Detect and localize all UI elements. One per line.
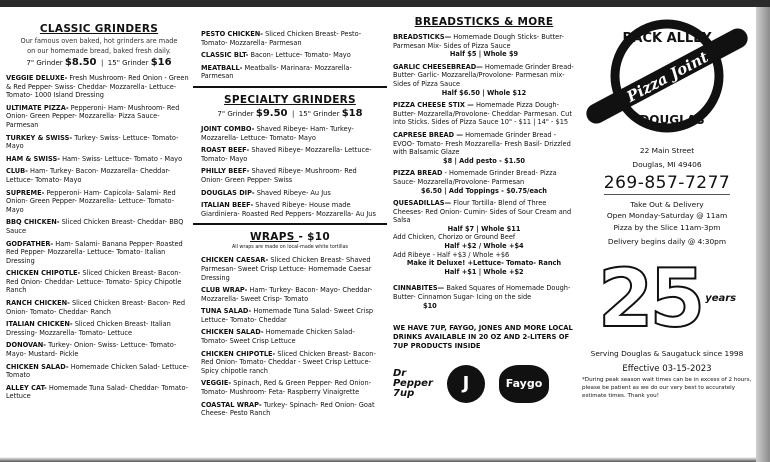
- menu-item: [6, 74, 192, 100]
- slice-hours: Pizza by the Slice 11am-3pm: [613, 223, 721, 232]
- item-name: CLUB WRAP-: [201, 286, 248, 295]
- section-description: on our homemade bread, baked fresh daily.: [27, 47, 171, 55]
- item-price: Half $5 | Whole $9: [449, 50, 519, 59]
- item-name: ITALIAN BEEF-: [201, 201, 254, 210]
- item-description: Spinach, Red & Green Pepper- Red Onion- Tomato- Mushroom- Feta- Raspberry Vinaigrette: [201, 379, 371, 397]
- item-name: TURKEY & SWISS-: [6, 133, 73, 142]
- bottom-edge: [0, 457, 756, 462]
- menu-item: [201, 64, 379, 81]
- section-title: CLASSIC GRINDERS: [39, 23, 159, 35]
- quesadilla-extra: Add Chicken, Chorizo or Ground Beef: [393, 233, 516, 242]
- item-name: PESTO CHICKEN-: [201, 30, 264, 38]
- item-description: Meatballs- Marinara- Mozzarella- Parmesan: [201, 63, 352, 81]
- menu-item: [393, 131, 575, 165]
- item-list: [393, 33, 575, 233]
- faygo-logo: Faygo: [499, 365, 549, 403]
- menu-item: [393, 101, 575, 127]
- drinks-notice: WE HAVE 7UP, FAYGO, JONES AND MORE LOCAL DRINKS AVAILABLE IN 20 OZ AND 2-LITERS OF 7UP PRODUCTS INSIDE: [393, 324, 573, 351]
- item-name: GODFATHER-: [6, 239, 54, 248]
- item-price: $6.50 | Add Toppings - $0.75/each: [420, 186, 547, 195]
- item-description: Homemade Chicken Salad- Lettuce- Tomato: [6, 362, 189, 380]
- item-description: Sliced Chicken Breast- Bacon- Red Onion- Cheddar- Lettuce- Tomato- Spicy Chipotle Ranch: [6, 269, 182, 295]
- item-name: JOINT COMBO-: [201, 124, 255, 133]
- menu-item: [201, 350, 379, 376]
- section-title: BREADSTICKS & MORE: [414, 16, 554, 28]
- item-name: TUNA SALAD-: [201, 307, 252, 316]
- item-description: Turkey- Onion- Swiss- Lettuce- Tomato- Mayo- Mustard- Pickle: [6, 341, 177, 359]
- item-name: CHICKEN SALAD-: [6, 362, 69, 371]
- item-list: [201, 125, 379, 218]
- item-description: Sliced Chicken Breast- Pesto- Tomato- Mozzarella- Parmesan: [201, 30, 362, 47]
- section-title: SPECIALTY GRINDERS: [224, 93, 356, 106]
- item-name: VEGGIE-: [201, 379, 232, 388]
- item-name: PIZZA CHEESE STIX —: [393, 101, 474, 110]
- item-list: [6, 74, 192, 401]
- top-bar: [0, 0, 770, 7]
- item-name: PHILLY BEEF-: [201, 167, 250, 176]
- menu-item: [201, 401, 379, 418]
- item-description: Sliced Chicken Breast- Bacon- Red Onion- Tomato- Cheddar - Sweet Crisp Lettuce- Spicy chipotle ranch: [201, 349, 376, 375]
- classic-grinders-section: [6, 22, 192, 401]
- menu-item: [201, 256, 379, 282]
- item-description: Homemade Chicken Salad- Tomato- Sweet Crisp Lettuce: [201, 328, 355, 346]
- menu-item: [201, 379, 379, 396]
- item-description: Bacon- Lettuce- Tomato- Mayo: [250, 51, 351, 60]
- phone-number[interactable]: 269-857-7277: [603, 173, 731, 193]
- item-description: Pepperoni- Ham- Mushroom- Red Onion- Green Pepper- Mozzarella- Pizza Sauce- Parmesan: [6, 103, 180, 129]
- item-name: ITALIAN CHICKEN-: [6, 320, 73, 329]
- quesadilla-extras: [393, 233, 575, 276]
- svg-text:DOUGLAS: DOUGLAS: [639, 113, 705, 127]
- item-description: - Homemade Grinder Bread- Pizza Sauce- Mozzarella/Provolone- Parmesan: [393, 169, 557, 186]
- item-name: COASTAL WRAP-: [201, 400, 262, 409]
- info-column: [582, 14, 752, 400]
- menu-item: [201, 125, 379, 142]
- item-description: Ham- Turkey- Bacon- Mayo- Cheddar- Mozzarella- Sweet Crisp- Tomato: [201, 286, 373, 303]
- item-name: BBQ CHICKEN-: [6, 218, 60, 227]
- hours-text: Open Monday-Saturday @ 11am: [606, 211, 728, 220]
- item-price: Half $7 | Whole $11: [447, 224, 521, 233]
- menu-item: [201, 328, 379, 345]
- item-name: CLUB-: [6, 167, 28, 176]
- menu-item: [201, 30, 379, 47]
- item-price: $8 | Add pesto - $1.50: [443, 156, 525, 165]
- item-name: GARLIC CHEESEBREAD—: [393, 62, 483, 71]
- section-title: WRAPS - $10: [250, 231, 330, 244]
- drink-logos: [393, 365, 575, 403]
- svg-text:BACK ALLEY: BACK ALLEY: [622, 31, 712, 46]
- price-line: 7" Grinder $9.50 | 15" Grinder $18: [217, 107, 363, 119]
- section-note: All wraps are made on local-made white tortillas: [231, 245, 349, 251]
- menu-item: [6, 299, 192, 316]
- item-name: RANCH CHICKEN-: [6, 299, 70, 308]
- item-description: Sliced Chicken Breast- Italian Dressing- Mozzarella- Tomato- Lettuce: [6, 320, 171, 337]
- menu-item: [6, 240, 192, 266]
- menu-item: [201, 167, 379, 184]
- quesadilla-extra: Add Ribeye - Half +$3 / Whole +$6: [393, 250, 510, 259]
- item-description: Shaved Ribeye- Au Jus: [256, 188, 331, 197]
- item-description: Homemade Tuna Salad- Cheddar- Tomato- Lettuce: [6, 383, 188, 401]
- menu-item: [201, 307, 379, 324]
- item-description: Ham- Swiss- Lettuce- Tomato - Mayo: [62, 154, 183, 163]
- menu-item: [6, 134, 192, 151]
- menu-item: [201, 51, 379, 60]
- menu-item: [393, 33, 575, 59]
- section-description: Our famous oven baked, hot grinders are made: [20, 37, 178, 45]
- price-line: 7" Grinder $8.50 | 15" Grinder $16: [26, 57, 172, 68]
- breadsticks-section: [393, 15, 575, 403]
- item-description: Homemade Grinder Bread - EVOO- Tomato- Fresh Mozzarella- Fresh Basil- Drizzled with Balsamic Glaze: [393, 130, 571, 157]
- svg-text:Pizza Joint: Pizza Joint: [623, 47, 712, 106]
- menu-item: [6, 218, 192, 235]
- item-name: CHICKEN CHIPOTLE-: [201, 349, 276, 358]
- item-name: SUPREME-: [6, 188, 45, 197]
- item-name: DONOVAN-: [6, 341, 47, 350]
- item-price: Half $6.50 | Whole $12: [441, 88, 527, 97]
- item-description: Shaved Ribeye- House made Giardiniera- Roasted Red Peppers- Mozzarella- Au Jus: [201, 201, 376, 218]
- takeout-text: Take Out & Delivery: [630, 200, 704, 209]
- back-alley-pizza-joint-logo: [582, 14, 752, 139]
- jones-logo: J: [447, 365, 485, 403]
- item-name: VEGGIE DELUXE-: [6, 74, 68, 82]
- menu-item: [6, 384, 192, 401]
- item-name: BREADSTICKS—: [393, 33, 452, 41]
- disclaimer: *During peak season wait times can be in excess of 2 hours, please be patient as we do our very best to accurately estimate times. Thank you!: [582, 377, 752, 399]
- item-name: HAM & SWISS-: [6, 154, 60, 163]
- address-city: Douglas, MI 49406: [632, 160, 702, 169]
- item-name: ROAST BEEF-: [201, 146, 250, 155]
- menu-item: [6, 341, 192, 358]
- quesadilla-extra: Make it Deluxe! +Lettuce- Tomato- Ranch: [406, 259, 562, 268]
- menu-item: CINNABITES— Baked Squares of Homemade Dough- Butter- Cinnamon Sugar- Icing on the side $10: [393, 284, 571, 310]
- menu-item: [393, 63, 575, 97]
- page-edge: [756, 7, 770, 462]
- menu-item: [6, 167, 192, 184]
- item-description: Shaved Ribeye- Mozzarella- Lettuce- Tomato- Mayo: [201, 146, 372, 163]
- menu-item: [393, 199, 575, 233]
- item-description: Sliced Chicken Breast- Shaved Parmesan- Sweet Crisp Lettuce- Homemade Caesar Dressing: [201, 256, 372, 282]
- menu-item: [6, 104, 192, 130]
- menu-item: [6, 363, 192, 380]
- item-list: [201, 30, 379, 81]
- 25-years-graphic: 25 years: [597, 252, 737, 345]
- item-list: [201, 256, 379, 418]
- item-name: CHICKEN SALAD-: [201, 328, 264, 337]
- quesadilla-extra: Half +$1 | Whole +$2: [444, 267, 524, 276]
- item-name: CLASSIC BLT-: [201, 51, 249, 60]
- item-description: Shaved Ribeye- Mushroom- Red Onion- Green Pepper- Swiss: [201, 167, 357, 184]
- item-description: Ham- Turkey- Bacon- Mozzarella- Cheddar- Lettuce- Tomato- Mayo: [6, 167, 171, 184]
- menu-item: [6, 155, 192, 164]
- item-description: Sliced Chicken Breast- Cheddar- BBQ Sauce: [6, 218, 184, 235]
- item-description: Homemade Dough Sticks- Butter- Parmesan Mix- Sides of Pizza Sauce: [393, 33, 564, 50]
- item-name: QUESADILLAS—: [393, 199, 452, 208]
- item-description: Pepperoni- Ham- Capicola- Salami- Red Onion- Green Pepper- Mozzarella- Lettuce- Tomato- Mayo: [6, 188, 176, 214]
- menu-item: [393, 169, 575, 195]
- effective-date: Effective 03-15-2023: [622, 364, 712, 374]
- item-description: Sliced Chicken Breast- Bacon- Red Onion- Tomato- Cheddar- Ranch: [6, 299, 186, 316]
- divider: [193, 223, 387, 225]
- middle-column: [201, 26, 379, 418]
- item-name: DOUGLAS DIP-: [201, 188, 255, 197]
- item-description: Turkey- Spinach- Red Onion- Goat Cheese- Pesto Ranch: [201, 400, 375, 418]
- item-name: PIZZA BREAD: [393, 169, 443, 178]
- delivery-hours: Delivery begins daily @ 4:30pm: [607, 237, 727, 246]
- item-name: CHICKEN CHIPOTLE-: [6, 269, 81, 278]
- item-description: Flour Tortilla- Blend of Three Cheeses- Red Onion- Cumin- Sides of Sour Cream and Salsa: [393, 199, 572, 225]
- item-description: Fresh Mushroom- Red Onion - Green & Red Pepper- Swiss- Cheddar- Mozzarella- Lettuce- Tomato- 1000 Island Dressing: [6, 74, 189, 100]
- item-description: Homemade Tuna Salad- Sweet Crisp Lettuce- Tomato- Cheddar: [201, 307, 374, 324]
- menu-item: [201, 286, 379, 303]
- menu-item: [6, 269, 192, 295]
- item-name: CAPRESE BREAD —: [393, 130, 463, 139]
- item-description: Turkey- Swiss- Lettuce- Tomato- Mayo: [6, 133, 179, 151]
- address-street: 22 Main Street: [639, 146, 695, 155]
- menu-item: [201, 189, 379, 198]
- item-description: Shaved Ribeye- Ham- Turkey- Mozzarella- Lettuce- Tomato- Mayo: [201, 124, 354, 142]
- item-name: ALLEY CAT-: [6, 383, 47, 392]
- item-name: ULTIMATE PIZZA-: [6, 103, 69, 112]
- item-name: MEATBALL-: [201, 63, 243, 72]
- item-description: Homemade Pizza Dough- Butter- Mozzarella/Provolone- Cheddar- Parmesan. Cut into Sticks. Sides of Pizza Sauce 10" - $11 | 14" - $15: [393, 101, 572, 127]
- menu-item: [6, 189, 192, 215]
- menu-item: [201, 201, 379, 218]
- dr-pepper-7up-logo: Dr Pepper 7up: [393, 368, 433, 400]
- menu-item: [6, 320, 192, 337]
- menu-item: [201, 146, 379, 163]
- serving-text: Serving Douglas & Saugatuck since 1998: [590, 349, 744, 358]
- item-description: Homemade Grinder Bread- Butter- Garlic- Mozzarella/Provolone- Parmesan mix- Sides of Pizza Sauce: [393, 62, 574, 88]
- item-name: CHICKEN CAESAR-: [201, 256, 269, 265]
- item-description: Ham- Salami- Banana Pepper- Roasted Red Pepper- Mozzarella- Lettuce- Tomato- Italian Dressing: [6, 239, 183, 265]
- quesadilla-extra: Half +$2 / Whole +$4: [444, 242, 524, 251]
- divider: [193, 86, 387, 88]
